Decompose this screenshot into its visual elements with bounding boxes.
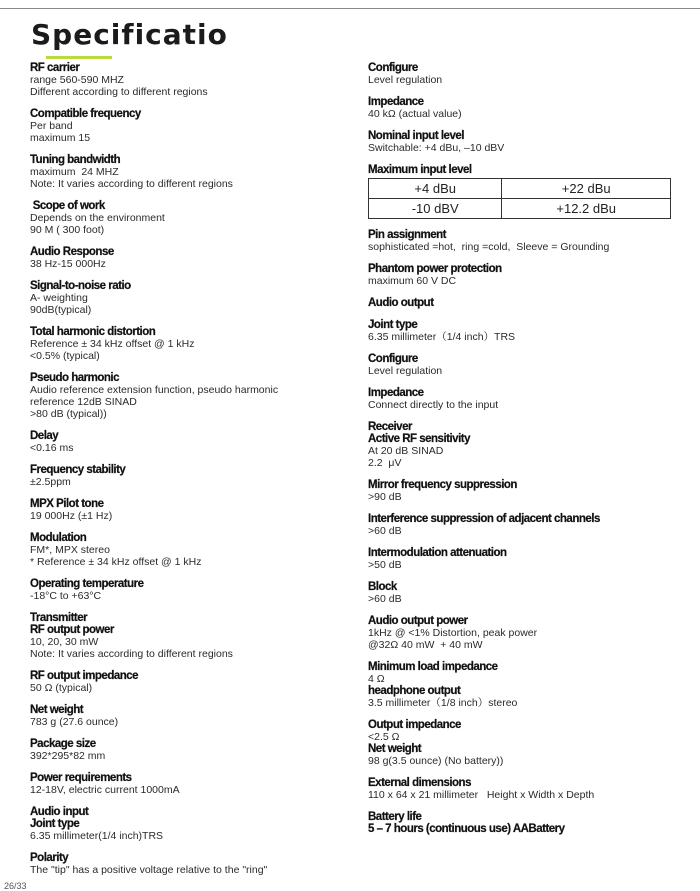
spec-heading: Phantom power protection xyxy=(368,263,502,275)
spec-value: 38 Hz-15 000Hz xyxy=(30,258,106,270)
spec-value: 3.5 millimeter（1/8 inch）stereo xyxy=(368,697,518,709)
spec-section-compatible-frequency xyxy=(30,108,350,144)
spec-heading: External dimensions xyxy=(368,777,471,789)
spec-value: A- weighting xyxy=(30,292,88,304)
spec-value: 783 g (27.6 ounce) xyxy=(30,716,119,728)
spec-value: ±2.5ppm xyxy=(30,476,71,488)
spec-section-configure xyxy=(368,62,688,86)
spec-value: <0.16 ms xyxy=(30,442,74,454)
spec-value: Audio reference extension function, pseudo harmonic xyxy=(30,384,279,396)
spec-heading: Pseudo harmonic xyxy=(30,372,119,384)
spec-heading: Power requirements xyxy=(30,772,132,784)
spec-section-audio-response xyxy=(30,246,350,270)
spec-section-output-impedance xyxy=(368,719,688,767)
spec-heading: RF carrier xyxy=(30,62,80,74)
spec-value: <0.5% (typical) xyxy=(30,350,100,362)
spec-section-phantom-power-protection xyxy=(368,263,688,287)
spec-heading: Audio input Joint type xyxy=(30,806,89,830)
spec-value: reference 12dB SINAD xyxy=(30,396,137,408)
spec-section-audio-output-power xyxy=(368,615,688,651)
spec-value: At 20 dB SINAD xyxy=(368,445,444,457)
page-number: 26/33 xyxy=(4,881,27,891)
spec-heading: headphone output xyxy=(368,685,461,697)
spec-value: maximum 15 xyxy=(30,132,91,144)
spec-section-nominal-input-level xyxy=(368,130,688,154)
spec-heading: Configure xyxy=(368,62,418,74)
spec-section-active-rf-sensitivity xyxy=(368,421,688,469)
spec-heading: Total harmonic distortion xyxy=(30,326,156,338)
spec-section-pin-assignment xyxy=(368,229,688,253)
spec-heading: Polarity xyxy=(30,852,69,864)
spec-section-minimum-load-impedance xyxy=(368,661,688,709)
spec-value: sophisticated =hot, ring =cold, Sleeve = Grounding xyxy=(368,241,610,253)
spec-heading: Interference suppression of adjacent channels xyxy=(368,513,600,525)
max-input-level-table xyxy=(368,178,671,219)
spec-value: Reference ± 34 kHz offset @ 1 kHz xyxy=(30,338,195,350)
spec-heading: Maximum input level xyxy=(368,164,472,176)
spec-heading: Tuning bandwidth xyxy=(30,154,121,166)
spec-section-rf-output-impedance xyxy=(30,670,350,694)
spec-heading: Net weight xyxy=(368,743,422,755)
spec-value: Note: It varies according to different regions xyxy=(30,178,233,190)
spec-heading: Minimum load impedance xyxy=(368,661,498,673)
spec-value: 12-18V, electric current 1000mA xyxy=(30,784,180,796)
spec-value: Level regulation xyxy=(368,365,443,377)
spec-section-audio-output xyxy=(368,297,688,309)
spec-heading: Delay xyxy=(30,430,59,442)
spec-heading: Audio output power xyxy=(368,615,468,627)
spec-value: 90dB(typical) xyxy=(30,304,92,316)
spec-value: range 560-590 MHZ xyxy=(30,74,124,86)
spec-value: Level regulation xyxy=(368,74,443,86)
spec-heading: Pin assignment xyxy=(368,229,446,241)
spec-value: >60 dB xyxy=(368,593,402,605)
spec-section-tuning-bandwidth xyxy=(30,154,350,190)
spec-section-net-weight xyxy=(30,704,350,728)
spec-value: Different according to different regions xyxy=(30,86,208,98)
spec-heading: MPX Pilot tone xyxy=(30,498,104,510)
table-cell: +12.2 dBu xyxy=(502,199,671,219)
spec-heading: Receiver Active RF sensitivity xyxy=(368,421,470,445)
spec-value: 6.35 millimeter（1/4 inch）TRS xyxy=(368,331,516,343)
table-cell: +4 dBu xyxy=(369,179,502,199)
spec-heading: Scope of work xyxy=(30,200,105,212)
spec-heading: Compatible frequency xyxy=(30,108,141,120)
spec-section-total-harmonic-distortion xyxy=(30,326,350,362)
spec-heading: Signal-to-noise ratio xyxy=(30,280,131,292)
spec-heading: Battery life xyxy=(368,811,422,823)
spec-heading: Package size xyxy=(30,738,96,750)
spec-section-block xyxy=(368,581,688,605)
spec-heading: Modulation xyxy=(30,532,87,544)
spec-value: Switchable: +4 dBu, –10 dBV xyxy=(368,142,505,154)
spec-section-delay xyxy=(30,430,350,454)
spec-value: 40 kΩ (actual value) xyxy=(368,108,462,120)
spec-heading: Joint type xyxy=(368,319,418,331)
spec-section-impedance xyxy=(368,387,688,411)
spec-value: 19 000Hz (±1 Hz) xyxy=(30,510,113,522)
spec-section-package-size xyxy=(30,738,350,762)
spec-heading: Output impedance xyxy=(368,719,461,731)
spec-heading: Configure xyxy=(368,353,418,365)
spec-heading: RF output impedance xyxy=(30,670,139,682)
spec-section-frequency-stability xyxy=(30,464,350,488)
spec-value: Depends on the environment xyxy=(30,212,165,224)
spec-heading: Audio output xyxy=(368,297,434,309)
spec-section-intermodulation-attenuation xyxy=(368,547,688,571)
spec-value: 98 g(3.5 ounce) (No battery)) xyxy=(368,755,504,767)
spec-value: 90 M ( 300 foot) xyxy=(30,224,105,236)
spec-heading: Transmitter RF output power xyxy=(30,612,114,636)
spec-value: <2.5 Ω xyxy=(368,731,400,743)
spec-value: 392*295*82 mm xyxy=(30,750,106,762)
spec-section-battery-life xyxy=(368,811,688,835)
spec-heading: Mirror frequency suppression xyxy=(368,479,517,491)
spec-heading: Audio Response xyxy=(30,246,114,258)
spec-heading: Block xyxy=(368,581,397,593)
spec-heading: Operating temperature xyxy=(30,578,144,590)
spec-value: -18°C to +63°C xyxy=(30,590,102,602)
spec-section-scope-of-work xyxy=(30,200,350,236)
page-title: Specificatio xyxy=(31,18,228,51)
spec-value: 6.35 millimeter(1/4 inch)TRS xyxy=(30,830,164,842)
spec-section-operating-temperature xyxy=(30,578,350,602)
spec-heading: Impedance xyxy=(368,387,424,399)
spec-value: 1kHz @ <1% Distortion, peak power xyxy=(368,627,538,639)
spec-value: Per band xyxy=(30,120,73,132)
spec-section-impedance xyxy=(368,96,688,120)
spec-value: >80 dB (typical)) xyxy=(30,408,107,420)
spec-section-pseudo-harmonic xyxy=(30,372,350,420)
spec-section-external-dimensions xyxy=(368,777,688,801)
spec-section-mirror-frequency-suppression xyxy=(368,479,688,503)
spec-value: maximum 24 MHZ xyxy=(30,166,119,178)
spec-value: >90 dB xyxy=(368,491,402,503)
spec-value: maximum 60 V DC xyxy=(368,275,457,287)
spec-heading: Intermodulation attenuation xyxy=(368,547,507,559)
table-row xyxy=(369,179,671,199)
spec-section-configure xyxy=(368,353,688,377)
spec-section-joint-type xyxy=(368,319,688,343)
spec-heading: Frequency stability xyxy=(30,464,126,476)
spec-value: Note: It varies according to different regions xyxy=(30,648,233,660)
spec-value: 10, 20, 30 mW xyxy=(30,636,99,648)
title-underline-accent xyxy=(46,56,112,59)
table-cell: -10 dBV xyxy=(369,199,502,219)
right-spec-column xyxy=(368,62,688,845)
spec-section-modulation xyxy=(30,532,350,568)
spec-section-rf-output-power xyxy=(30,612,350,660)
table-cell: +22 dBu xyxy=(502,179,671,199)
spec-value: Connect directly to the input xyxy=(368,399,499,411)
spec-value: 110 x 64 x 21 millimeter Height x Width x Depth xyxy=(368,789,595,801)
spec-section-interference-suppression-of-adjacent-channels xyxy=(368,513,688,537)
spec-value: 50 Ω (typical) xyxy=(30,682,93,694)
spec-section-polarity xyxy=(30,852,350,876)
top-rule xyxy=(0,8,700,9)
spec-section-maximum-input-level xyxy=(368,164,688,219)
spec-value: 2.2 μV xyxy=(368,457,402,469)
spec-section-joint-type xyxy=(30,806,350,842)
spec-value: >50 dB xyxy=(368,559,402,571)
spec-heading: Net weight xyxy=(30,704,84,716)
spec-value: 4 Ω xyxy=(368,673,385,685)
spec-value: >60 dB xyxy=(368,525,402,537)
spec-heading: 5 – 7 hours (continuous use) AABattery xyxy=(368,823,565,835)
spec-section-mpx-pilot-tone xyxy=(30,498,350,522)
spec-section-power-requirements xyxy=(30,772,350,796)
spec-value: FM*, MPX stereo xyxy=(30,544,110,556)
spec-section-rf-carrier xyxy=(30,62,350,98)
spec-section-signal-to-noise-ratio xyxy=(30,280,350,316)
spec-value: The "tip" has a positive voltage relative to the "ring" xyxy=(30,864,268,876)
spec-value: @32Ω 40 mW + 40 mW xyxy=(368,639,483,651)
spec-heading: Impedance xyxy=(368,96,424,108)
table-row xyxy=(369,199,671,219)
spec-heading: Nominal input level xyxy=(368,130,464,142)
left-spec-column xyxy=(30,62,350,886)
spec-value: * Reference ± 34 kHz offset @ 1 kHz xyxy=(30,556,202,568)
